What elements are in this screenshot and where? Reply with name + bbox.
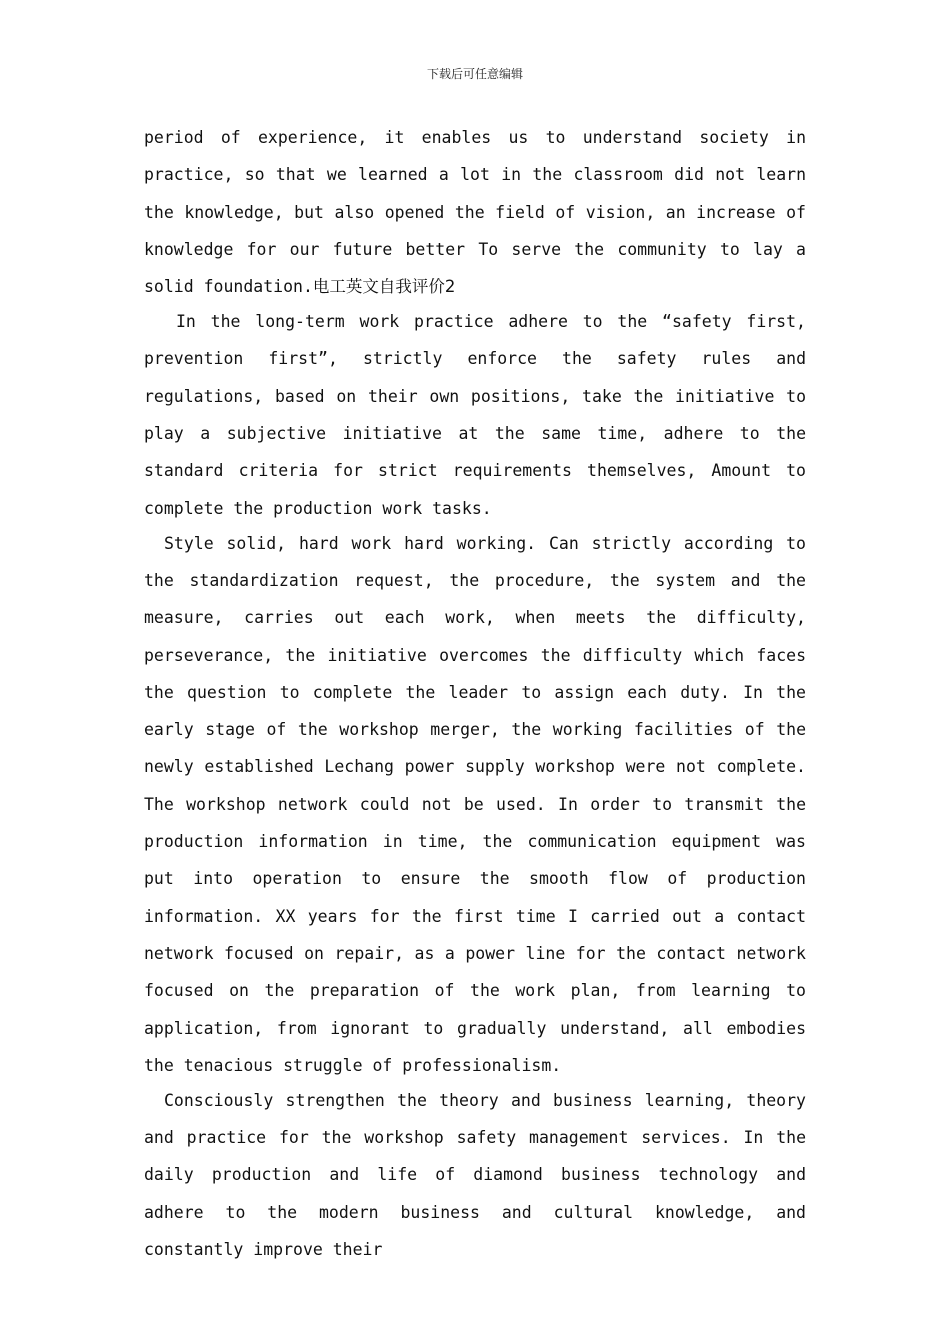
paragraph-2: In the long-term work practice adhere to the “safety first, prevention first”, strictly enforce the safety rules and regulations, based on their own positions, take the initiative to play a subjective initiative at the same time, adhere to the standard criteria for strict requirements themselves, Amount to complete the production work tasks. <box>144 312 806 518</box>
paragraph-4: Consciously strengthen the theory and business learning, theory and practice for the workshop safety management services. In the daily production and life of diamond business technology and adhere to the modern business and cultural knowledge, and constantly improve their <box>144 1090 806 1260</box>
document-body <box>144 119 806 1268</box>
paragraph-3: Style solid, hard work hard working. Can strictly according to the standardization request, the procedure, the system and the measure, carries out each work, when meets the difficulty, perseverance, the initiative overcomes the difficulty which faces the question to complete the leader to assign each duty. In the early stage of the workshop merger, the working facilities of the newly established Lechang power supply workshop were not complete. The workshop network could not be used. In order to transmit the production information in time, the communication equipment was put into operation to ensure the smooth flow of production information. XX years for the first time I carried out a contact network focused on repair, as a power line for the contact network focused on the preparation of the work plan, from learning to application, from ignorant to gradually understand, all embodies the tenacious struggle of professionalism. <box>144 533 806 1075</box>
page-header-note: 下载后可任意编辑 <box>426 67 523 81</box>
paragraph-1-text: period of experience, it enables us to understand society in practice, so that we learned a lot in the classroom did not learn the knowledge, but also opened the field of vision, an increase of knowledge for our future better To serve the community to lay a solid foundation. <box>144 128 806 297</box>
paragraph-1 <box>144 119 806 305</box>
section-heading: 电工英文自我评价2 <box>312 277 456 297</box>
